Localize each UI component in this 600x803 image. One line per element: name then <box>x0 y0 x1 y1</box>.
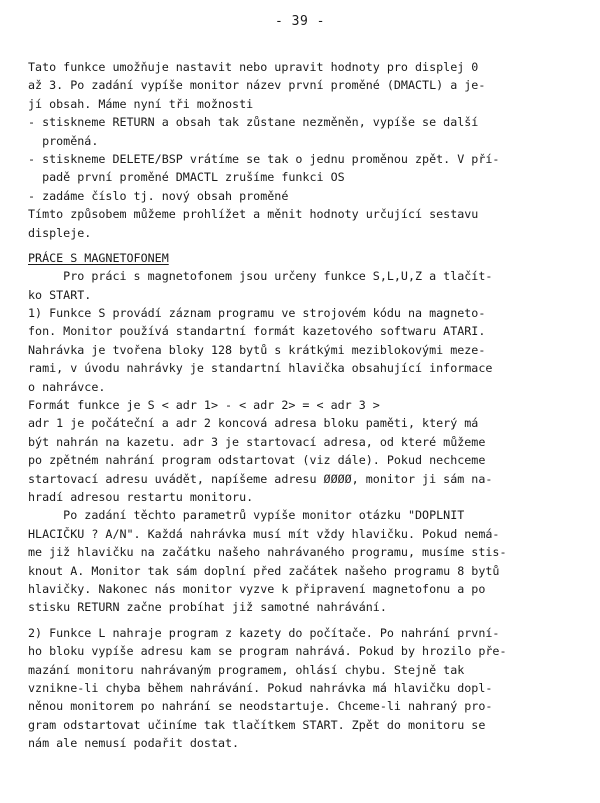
text-line: knout A. Monitor tak sám doplní před začátek našeho programu 8 bytů <box>28 563 500 578</box>
text-line: hlavičky. Nakonec nás monitor vyzve k připravení magnetofonu a po <box>28 581 486 596</box>
text-line: fon. Monitor používá standartní formát kazetového softwaru ATARI. <box>28 324 486 339</box>
text-line: Po zadání těchto parametrů vypíše monitor otázku "DOPLNIT <box>28 508 465 523</box>
text-line: startovací adresu uvádět, napíšeme adresu ØØØØ, monitor ji sám na- <box>28 471 493 486</box>
text-line: až 3. Po zadání vypíše monitor název první proměné (DMACTL) a je- <box>28 78 486 93</box>
text-line: jí obsah. Máme nyní tři možnosti <box>28 96 254 111</box>
document-body <box>28 58 588 752</box>
text-line: vznikne-li chyba během nahrávání. Pokud nahrávka má hlavičku dopl- <box>28 680 493 695</box>
text-line: - zadáme číslo tj. nový obsah proměné <box>28 188 289 203</box>
text-line: po zpětném nahrání program odstartovat (viz dále). Pokud nechceme <box>28 453 486 468</box>
text-line: adr 1 je počáteční a adr 2 koncová adresa bloku paměti, který má <box>28 416 479 431</box>
text-line: - stiskneme RETURN a obsah tak zůstane nezměněn, vypíše se další <box>28 115 479 130</box>
text-line: rami, v úvodu nahrávky je standartní hlavička obsahující informace <box>28 361 493 376</box>
text-line: - stiskneme DELETE/BSP vrátíme se tak o jednu proměnou zpět. V pří- <box>28 151 500 166</box>
text-line: me již hlavičku na začátku našeho nahrávaného programu, musíme stis- <box>28 545 507 560</box>
paragraph-gap <box>28 242 588 249</box>
text-line: hradí adresou restartu monitoru. <box>28 489 254 504</box>
text-line: 2) Funkce L nahraje program z kazety do počítače. Po nahrání první- <box>28 625 500 640</box>
text-line: Formát funkce je S < adr 1> - < adr 2> = < adr 3 > <box>28 398 380 413</box>
text-line: ho bloku vypíše adresu kam se program nahrává. Pokud by hrozilo pře- <box>28 644 507 659</box>
section-heading: PRÁCE S MAGNETOFONEM <box>28 250 169 265</box>
text-line: stisku RETURN začne probíhat již samotné nahrávání. <box>28 600 387 615</box>
text-line: nám ale nemusí podařit dostat. <box>28 736 240 751</box>
text-line: ko START. <box>28 287 92 302</box>
text-line: Nahrávka je tvořena bloky 128 bytů s krátkými meziblokovými meze- <box>28 342 486 357</box>
text-line: proměná. <box>28 133 99 148</box>
text-line: Tímto způsobem můžeme prohlížet a měnit hodnoty určující sestavu <box>28 207 479 222</box>
paragraph-gap <box>28 617 588 624</box>
text-line: displeje. <box>28 225 92 240</box>
page-number: - 39 - <box>275 14 325 29</box>
text-line: mazání monitoru nahrávaným programem, ohlásí chybu. Stejně tak <box>28 662 465 677</box>
text-line: Tato funkce umožňuje nastavit nebo upravit hodnoty pro displej 0 <box>28 60 479 74</box>
text-line: HLACIČKU ? A/N". Každá nahrávka musí mít vždy hlavičku. Pokud nemá- <box>28 526 500 541</box>
text-line: 1) Funkce S provádí záznam programu ve strojovém kódu na magneto- <box>28 306 486 321</box>
text-line: být nahrán na kazetu. adr 3 je startovací adresa, od které můžeme <box>28 434 486 449</box>
text-line: něnou monitorem po nahrání se neodstartuje. Chceme-li nahraný pro- <box>28 699 493 714</box>
text-line: o nahrávce. <box>28 379 106 394</box>
text-line: padě první proměné DMACTL zrušíme funkci OS <box>28 170 345 185</box>
text-line: gram odstartovat učiníme tak tlačítkem START. Zpět do monitoru se <box>28 717 486 732</box>
text-line: Pro práci s magnetofonem jsou určeny funkce S,L,U,Z a tlačít- <box>28 269 493 284</box>
